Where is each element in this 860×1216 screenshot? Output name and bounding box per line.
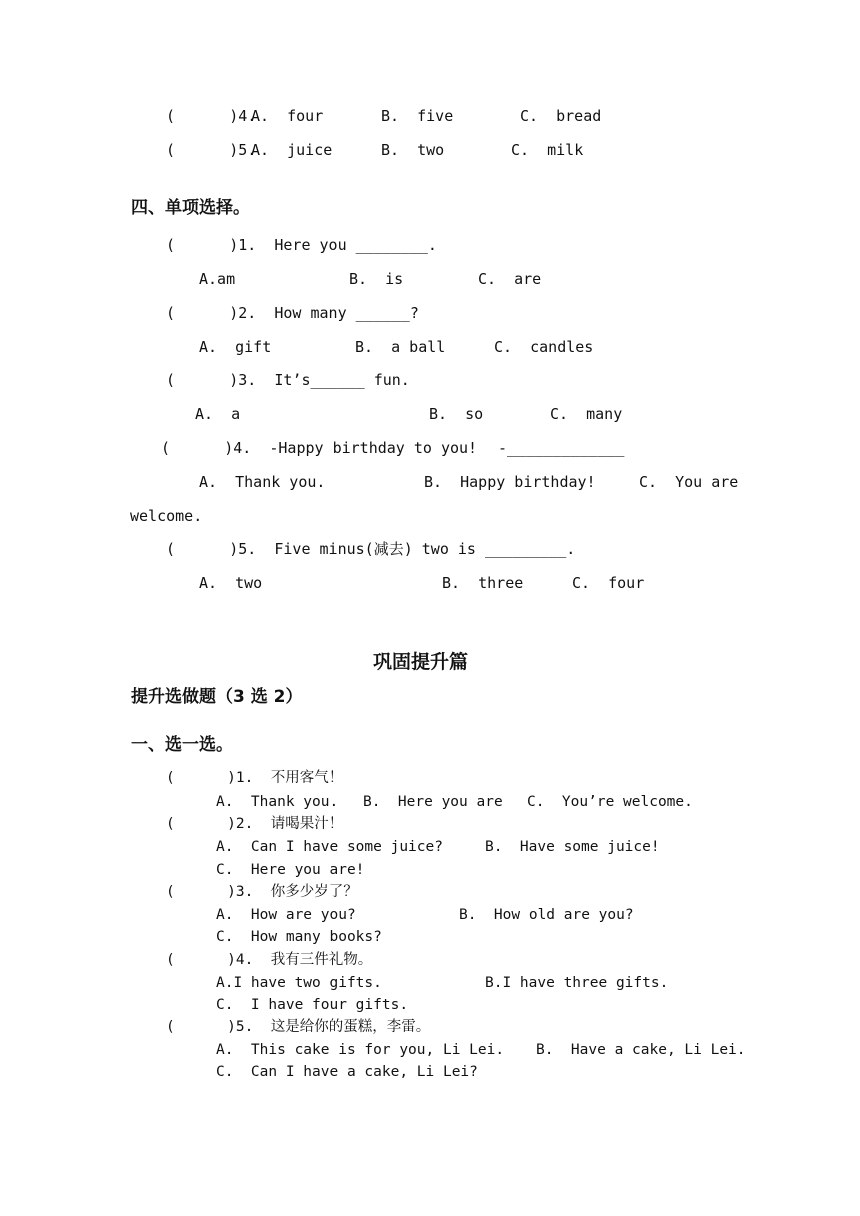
c-q2-option-a: A. Can I have some juice? xyxy=(216,839,443,855)
c-q3-option-c: C. How many books? xyxy=(216,929,382,945)
section-1-heading: 一、选一选。 xyxy=(131,735,233,755)
c-q2-option-c: C. Here you are! xyxy=(216,862,365,878)
c-q4-option-a: A.I have two gifts. xyxy=(216,975,382,991)
question-5-option-a: A. juice xyxy=(251,141,333,159)
question-4-stem: ( )4. xyxy=(166,107,257,125)
s4-q4-option-a: A. Thank you. xyxy=(199,473,326,491)
c-q5-option-a: A. This cake is for you, Li Lei. xyxy=(216,1042,505,1058)
s4-q3-stem: ( )3. It’s______ fun. xyxy=(166,371,410,389)
s4-q1-option-a: A.am xyxy=(199,270,236,288)
s4-q5-stem: ( )5. Five minus(减去) two is _________. xyxy=(166,540,576,558)
c-q1-option-c: C. You’re welcome. xyxy=(527,794,693,810)
c-q5-option-c: C. Can I have a cake, Li Lei? xyxy=(216,1064,478,1080)
s4-q4-option-b: B. Happy birthday! xyxy=(424,473,596,491)
page-title: 巩固提升篇 xyxy=(373,651,469,673)
s4-q1-option-c: C. are xyxy=(478,270,542,288)
c-q3-option-b: B. How old are you? xyxy=(459,907,634,923)
c-q3-option-a: A. How are you? xyxy=(216,907,356,923)
s4-q5-option-a: A. two xyxy=(199,574,263,592)
s4-q5-option-c: C. four xyxy=(572,574,645,592)
s4-q2-option-a: A. gift xyxy=(199,338,272,356)
c-q4-stem: ( )4. 我有三件礼物。 xyxy=(166,952,373,968)
subtitle: 提升选做题（3 选 2） xyxy=(131,687,303,707)
s4-q4-option-c-continued: welcome. xyxy=(130,507,203,525)
s4-q1-stem: ( )1. Here you ________. xyxy=(166,236,437,254)
c-q1-option-b: B. Here you are xyxy=(363,794,503,810)
s4-q1-option-b: B. is xyxy=(349,270,404,288)
question-4-option-c: C. bread xyxy=(520,107,602,125)
question-5-stem: ( )5. xyxy=(166,141,257,159)
s4-q3-option-b: B. so xyxy=(429,405,484,423)
s4-q4-answer-blank: -_____________ xyxy=(498,439,625,457)
c-q4-option-c: C. I have four gifts. xyxy=(216,997,409,1013)
question-4-option-a: A. four xyxy=(251,107,324,125)
section-4-heading: 四、单项选择。 xyxy=(131,198,250,218)
s4-q4-stem: ( )4. -Happy birthday to you! xyxy=(161,439,478,457)
c-q3-stem: ( )3. 你多少岁了？ xyxy=(166,884,358,900)
c-q5-stem: ( )5. 这是给你的蛋糕，李雷。 xyxy=(166,1019,431,1035)
s4-q3-option-a: A. a xyxy=(195,405,241,423)
s4-q3-option-c: C. many xyxy=(550,405,623,423)
c-q1-option-a: A. Thank you. xyxy=(216,794,339,810)
c-q2-stem: ( )2. 请喝果汁！ xyxy=(166,816,344,832)
s4-q5-option-b: B. three xyxy=(442,574,524,592)
s4-q2-stem: ( )2. How many ______? xyxy=(166,304,419,322)
c-q5-option-b: B. Have a cake, Li Lei. xyxy=(536,1042,746,1058)
question-4-option-b: B. five xyxy=(381,107,454,125)
s4-q4-option-c: C. You are xyxy=(639,473,739,491)
c-q2-option-b: B. Have some juice! xyxy=(485,839,660,855)
c-q4-option-b: B.I have three gifts. xyxy=(485,975,669,991)
s4-q2-option-b: B. a ball xyxy=(355,338,446,356)
question-5-option-c: C. milk xyxy=(511,141,584,159)
question-5-option-b: B. two xyxy=(381,141,445,159)
c-q1-stem: ( )1. 不用客气！ xyxy=(166,770,344,786)
s4-q2-option-c: C. candles xyxy=(494,338,594,356)
